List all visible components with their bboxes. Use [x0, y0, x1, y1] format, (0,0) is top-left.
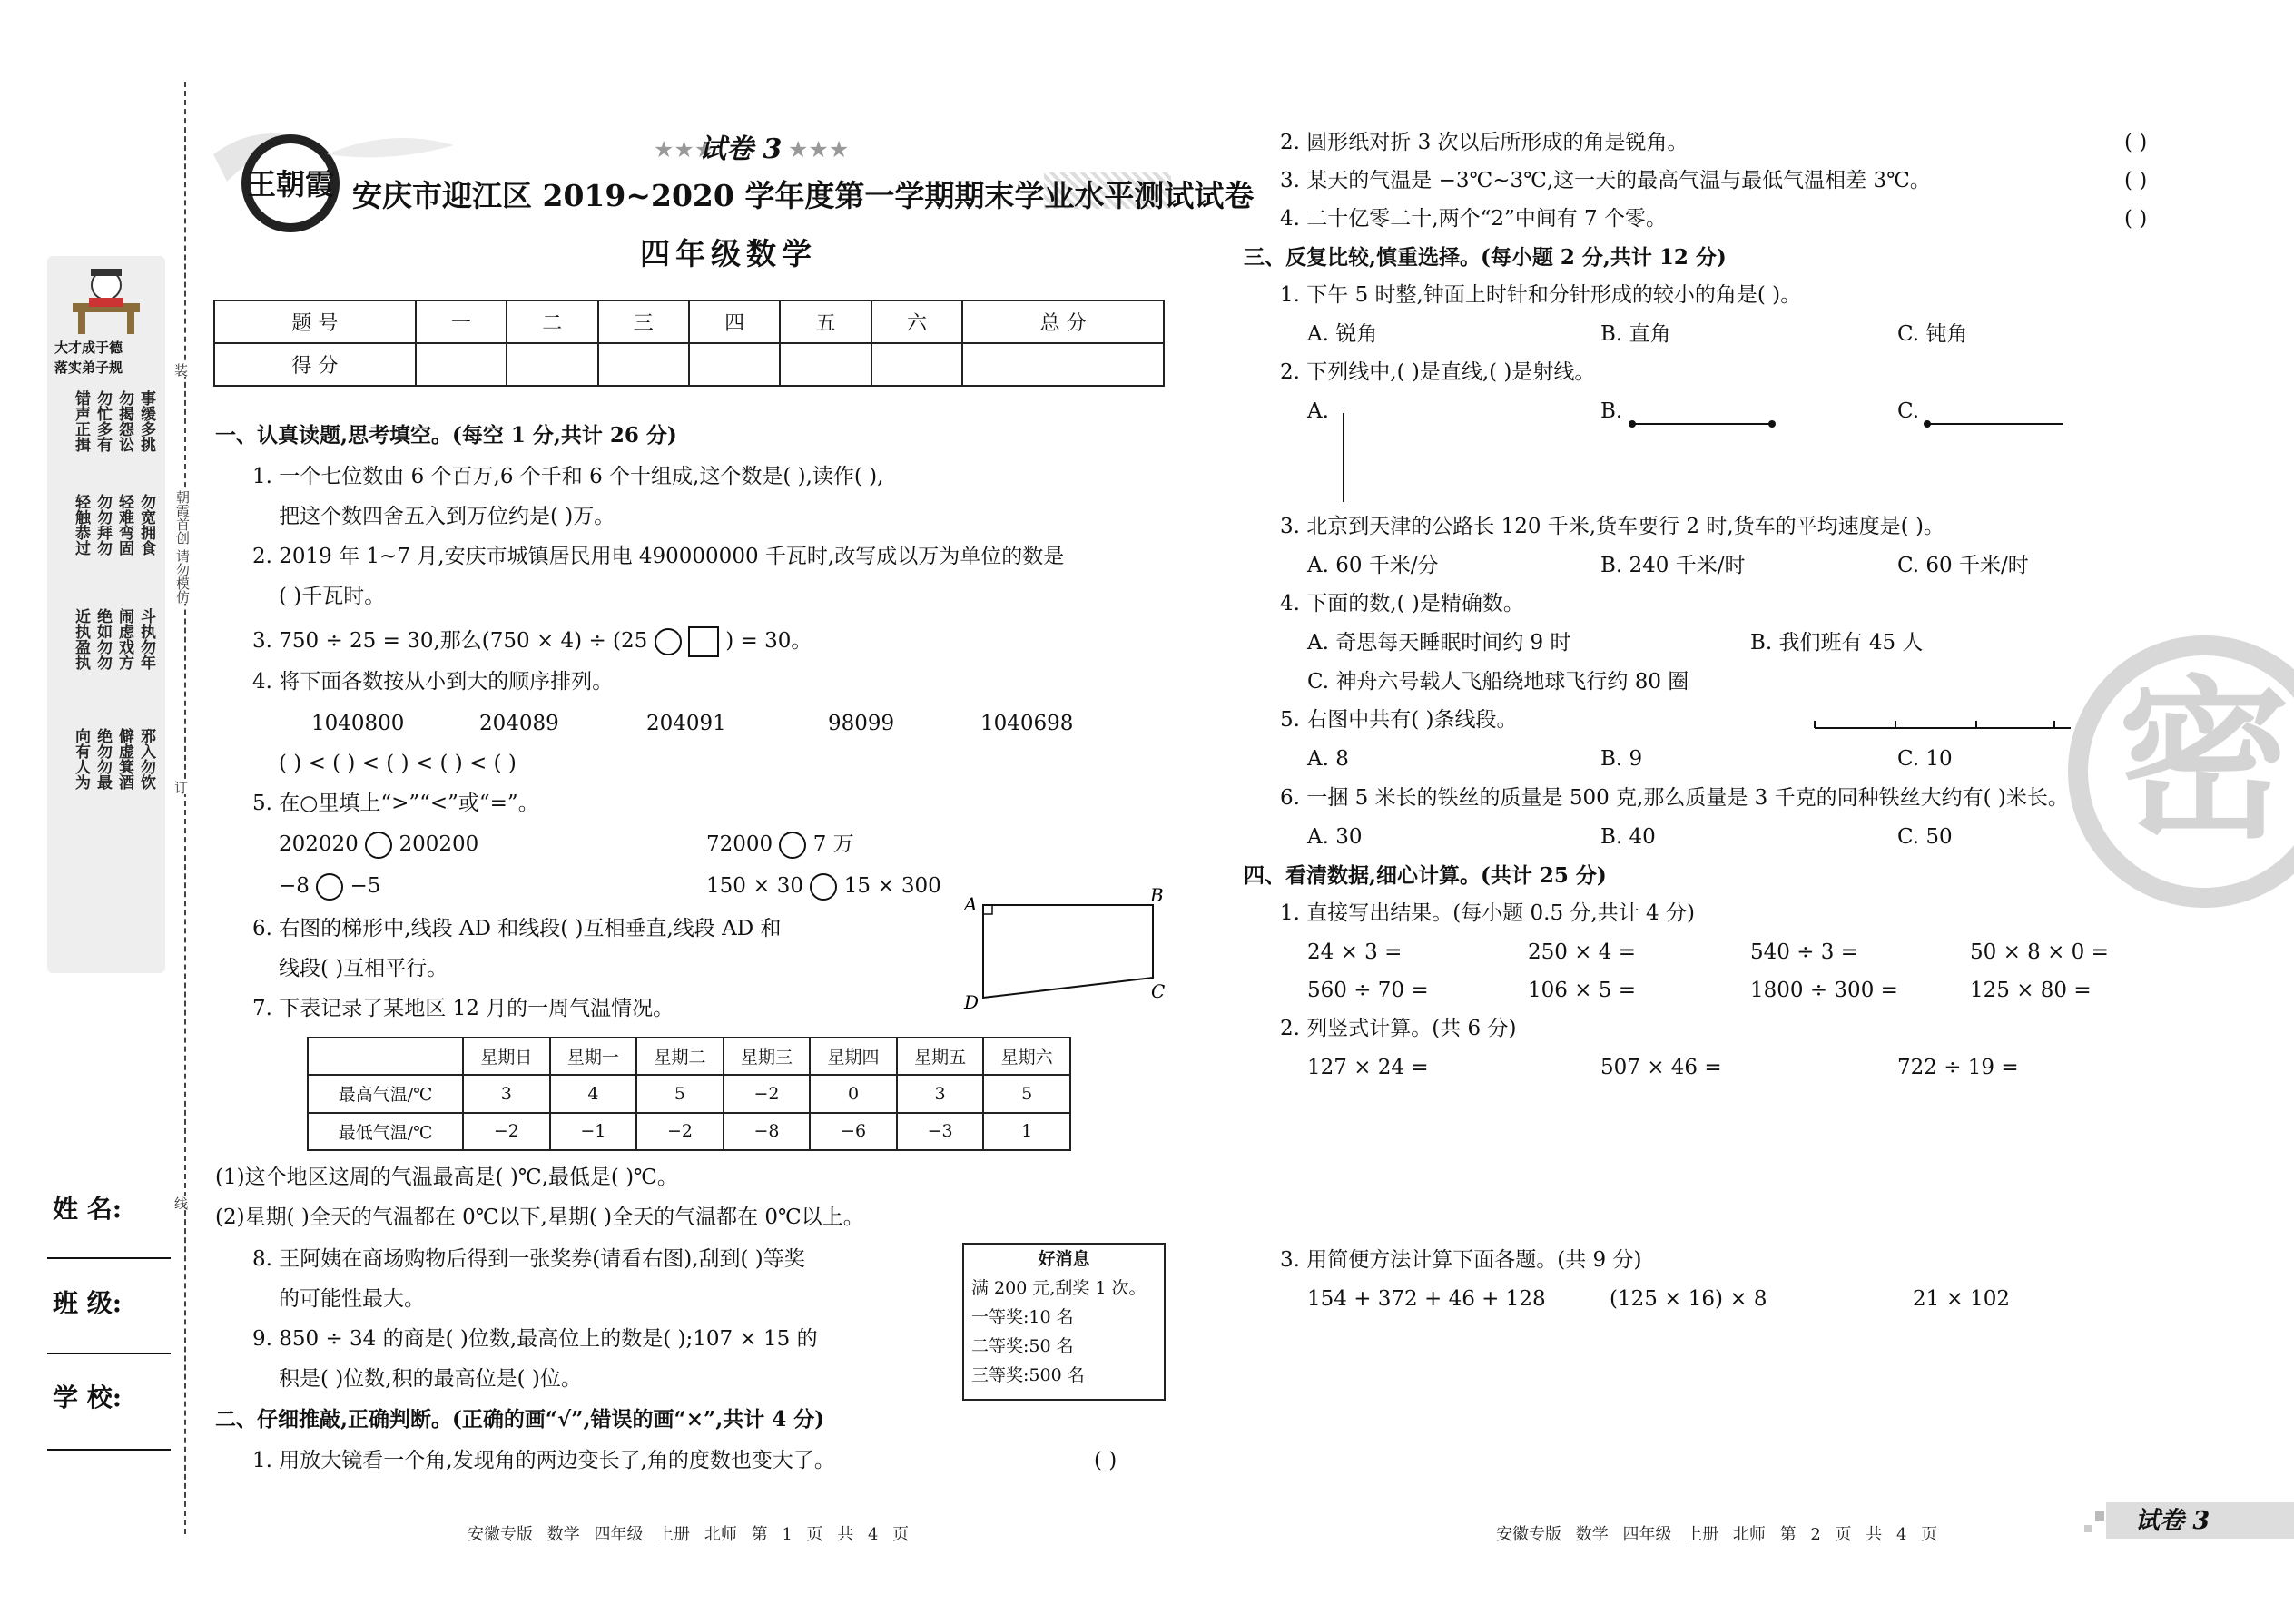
- option[interactable]: B. 直角: [1600, 322, 1671, 346]
- question-1-line-1: 1. 一个七位数由 6 个百万,6 个千和 6 个十组成,这个数是( ),读作( ),: [252, 465, 884, 488]
- temp-header: 星期日: [463, 1038, 550, 1075]
- question-1-line-2: 把这个数四舍五入到万位约是( )万。: [279, 505, 615, 528]
- option[interactable]: C. 10: [1897, 747, 1953, 771]
- score-input[interactable]: [598, 343, 689, 386]
- score-label: 得 分: [214, 343, 416, 386]
- temp-header: 星期一: [550, 1038, 637, 1075]
- answer-paren[interactable]: ( ): [1094, 1449, 1117, 1472]
- temp-cell: 3: [897, 1075, 984, 1112]
- option[interactable]: B. 40: [1600, 825, 1656, 849]
- q5-c-left: −8: [279, 874, 310, 898]
- class-field[interactable]: [47, 1353, 171, 1354]
- secret-stamp: [2068, 635, 2294, 908]
- answer-paren[interactable]: ( ): [2124, 169, 2148, 192]
- calc-item: 540 ÷ 3 =: [1750, 940, 1859, 964]
- score-input[interactable]: [689, 343, 780, 386]
- secret-stamp-text: 密: [2117, 661, 2290, 861]
- calc-item: 24 × 3 =: [1307, 940, 1403, 964]
- question-3: [252, 626, 812, 657]
- q4-number: 204091: [646, 712, 726, 735]
- subject-title: 四年级数学: [640, 236, 817, 271]
- temp-cell: −2: [724, 1075, 811, 1112]
- simplify-item: 21 × 102: [1913, 1287, 2011, 1311]
- q5-item-b: [706, 832, 854, 859]
- calc-item: 125 × 80 =: [1970, 979, 2092, 1002]
- motto-col: 勿勿拜勿: [94, 494, 112, 556]
- judge-question-2: 2. 圆形纸对折 3 次以后所形成的角是锐角。: [1280, 131, 1689, 154]
- q5-a-left: 202020: [279, 832, 359, 856]
- temp-header: 星期三: [724, 1038, 811, 1075]
- motto-col: 斗执勿年: [137, 608, 155, 670]
- q4-number: 1040698: [980, 712, 1074, 735]
- name-label: 姓 名:: [53, 1194, 123, 1224]
- option[interactable]: A. 奇思每天睡眠时间约 9 时: [1307, 631, 1571, 655]
- question-7-part-1: (1)这个地区这周的气温最高是( )℃,最低是( )℃。: [215, 1166, 678, 1189]
- series-label: 试卷 3: [699, 133, 783, 165]
- binding-tag-1: 装: [172, 363, 189, 377]
- q5-b-left: 72000: [706, 832, 773, 856]
- segment-figure-b: [1625, 413, 1779, 435]
- question-3-suffix: ) = 30。: [725, 629, 812, 653]
- option[interactable]: B.: [1600, 399, 1623, 423]
- q5-item-a: [279, 832, 478, 859]
- ribbon-decoration: [327, 127, 454, 182]
- option[interactable]: C.: [1897, 399, 1920, 423]
- answer-paren[interactable]: ( ): [2124, 207, 2148, 231]
- question-2-line-2: ( )千瓦时。: [279, 585, 386, 608]
- motto-sidebar: [47, 256, 165, 973]
- judge-question-1: 1. 用放大镜看一个角,发现角的两边变长了,角的度数也变大了。: [252, 1449, 835, 1472]
- motto-col: 勿宽拥食: [137, 494, 155, 556]
- calc-question-1: 1. 直接写出结果。(每小题 0.5 分,共计 4 分): [1280, 901, 1695, 925]
- motto-col: 向有人为: [72, 728, 90, 790]
- q4-number: 204089: [479, 712, 559, 735]
- option[interactable]: C. 60 千米/时: [1897, 554, 2029, 577]
- question-7-part-2: (2)星期( )全天的气温都在 0℃以下,星期( )全天的气温都在 0℃以上。: [215, 1206, 864, 1229]
- question-9-line-1: 9. 850 ÷ 34 的商是( )位数,最高位上的数是( );107 × 15 的: [252, 1327, 818, 1351]
- section-3-title: 三、反复比较,慎重选择。(每小题 2 分,共计 12 分): [1244, 245, 1727, 270]
- mascot-icon: [64, 263, 149, 336]
- simplify-item: (125 × 16) × 8: [1610, 1287, 1767, 1311]
- temp-cell: −3: [897, 1113, 984, 1150]
- vertex-d: D: [964, 991, 980, 1012]
- compare-circle[interactable]: [365, 832, 392, 859]
- school-label: 学 校:: [53, 1383, 123, 1412]
- temp-row-label: 最高气温/℃: [308, 1075, 463, 1112]
- motto-col: 闹虑戏方: [115, 608, 133, 670]
- calc-item: 50 × 8 × 0 =: [1970, 940, 2109, 964]
- score-input[interactable]: [416, 343, 507, 386]
- compare-circle[interactable]: [810, 873, 837, 901]
- choice-question-4: 4. 下面的数,( )是精确数。: [1280, 592, 1524, 615]
- corner-square: [2084, 1525, 2092, 1532]
- question-5: 5. 在○里填上“>”“<”或“=”。: [252, 792, 539, 815]
- score-table: [213, 300, 1165, 387]
- temp-header: 星期六: [983, 1038, 1070, 1075]
- option[interactable]: B. 240 千米/时: [1600, 554, 1746, 577]
- temp-cell: −8: [724, 1113, 811, 1150]
- motto-col: 绝如勿勿: [94, 608, 112, 670]
- compare-circle[interactable]: [316, 873, 343, 901]
- prize-coupon: [962, 1243, 1166, 1401]
- q5-a-right: 200200: [399, 832, 479, 856]
- temp-cell: 0: [810, 1075, 897, 1112]
- q5-item-d: [706, 873, 941, 901]
- motto-col: 错声正揖: [72, 390, 90, 452]
- vertex-c: C: [1151, 980, 1166, 1002]
- question-3-text: 3. 750 ÷ 25 = 30,那么(750 × 4) ÷ (25: [252, 629, 648, 653]
- calc-item: 1800 ÷ 300 =: [1750, 979, 1898, 1002]
- option[interactable]: A. 30: [1307, 825, 1363, 849]
- motto-col: 僻虚箕酒: [115, 728, 133, 790]
- option[interactable]: C. 钝角: [1897, 322, 1968, 346]
- option[interactable]: A. 锐角: [1307, 322, 1378, 346]
- school-field[interactable]: [47, 1449, 171, 1451]
- score-cell: 六: [871, 300, 962, 343]
- temp-cell: −2: [636, 1113, 724, 1150]
- temperature-table: [307, 1037, 1071, 1151]
- question-8-line-2: 的可能性最大。: [279, 1287, 425, 1311]
- vertex-b: B: [1150, 885, 1164, 906]
- trapezoid-figure: [953, 885, 1171, 1012]
- page-footer-left: 安徽专版 数学 四年级 上册 北师 第 1 页 共 4 页: [468, 1525, 910, 1544]
- temp-row-label: 最低气温/℃: [308, 1113, 463, 1150]
- judge-question-4: 4. 二十亿零二十,两个“2”中间有 7 个零。: [1280, 207, 1667, 231]
- motto-col: 勿忙多有: [94, 390, 112, 452]
- question-8-line-1: 8. 王阿姨在商场购物后得到一张奖券(请看右图),刮到( )等奖: [252, 1247, 805, 1271]
- binding-tag-2: 订: [172, 781, 189, 794]
- vertical-calc-item: 127 × 24 =: [1307, 1056, 1429, 1079]
- ray-figure-c: [1920, 413, 2065, 435]
- prize-line: 满 200 元,刮奖 1 次。: [971, 1278, 1147, 1298]
- option[interactable]: C. 神舟六号载人飞船绕地球飞行约 80 圈: [1307, 670, 1689, 694]
- choice-question-2: 2. 下列线中,( )是直线,( )是射线。: [1280, 360, 1596, 384]
- q5-b-right: 7 万: [812, 832, 854, 856]
- temp-header: 星期四: [810, 1038, 897, 1075]
- temp-cell: 1: [983, 1113, 1070, 1150]
- prize-line: 三等奖:500 名: [971, 1365, 1085, 1385]
- section-2-title: 二、仔细推敲,正确判断。(正确的画“√”,错误的画“×”,共计 4 分): [215, 1407, 825, 1432]
- question-6-line-1: 6. 右图的梯形中,线段 AD 和线段( )互相垂直,线段 AD 和: [252, 917, 782, 940]
- vertex-a: A: [964, 893, 978, 915]
- mascot-caption-1: 大才成于德: [54, 340, 123, 356]
- q5-item-c: [279, 873, 380, 901]
- choice-question-3: 3. 北京到天津的公路长 120 千米,货车要行 2 时,货车的平均速度是( )。: [1280, 515, 1944, 538]
- q5-d-left: 150 × 30: [706, 874, 804, 898]
- choice-question-6: 6. 一捆 5 米长的铁丝的质量是 500 克,那么质量是 3 千克的同种铁丝大约有( )米长。: [1280, 786, 2069, 810]
- class-label: 班 级:: [53, 1288, 123, 1318]
- score-input[interactable]: [507, 343, 597, 386]
- temp-cell: 4: [550, 1075, 637, 1112]
- option[interactable]: A. 8: [1307, 747, 1349, 771]
- option[interactable]: B. 9: [1600, 747, 1643, 771]
- q5-d-right: 15 × 300: [843, 874, 941, 898]
- temp-header: 星期二: [636, 1038, 724, 1075]
- score-input[interactable]: [871, 343, 962, 386]
- corner-series-label: 试卷 3: [2135, 1507, 2210, 1535]
- binding-tag-3: 线: [172, 1196, 189, 1210]
- calc-question-2: 2. 列竖式计算。(共 6 分): [1280, 1017, 1517, 1040]
- number-box[interactable]: [688, 626, 719, 657]
- section-4-title: 四、看清数据,细心计算。(共计 25 分): [1244, 863, 1607, 888]
- judge-question-3: 3. 某天的气温是 −3℃~3℃,这一天的最高气温与最低气温相差 3℃。: [1280, 169, 1931, 192]
- name-field[interactable]: [47, 1257, 171, 1259]
- publisher-logo: [209, 118, 345, 245]
- option[interactable]: B. 我们班有 45 人: [1750, 631, 1924, 655]
- corner-square: [2095, 1511, 2104, 1521]
- motto-col: 近执盈执: [72, 608, 90, 670]
- temp-header: [308, 1038, 463, 1075]
- q4-blanks[interactable]: ( ) < ( ) < ( ) < ( ) < ( ): [279, 752, 517, 775]
- vertical-calc-item: 507 × 46 =: [1600, 1056, 1722, 1079]
- calc-question-3: 3. 用简便方法计算下面各题。(共 9 分): [1280, 1248, 1642, 1272]
- temp-cell: −6: [810, 1113, 897, 1150]
- score-cell: 三: [598, 300, 689, 343]
- line-figure-a: [1334, 413, 1353, 504]
- prize-line: 二等奖:50 名: [971, 1336, 1074, 1356]
- score-cell: 一: [416, 300, 507, 343]
- star-decoration-left: ★★★: [654, 136, 715, 162]
- compare-circle[interactable]: [779, 832, 806, 859]
- motto-col: 事缓多挑: [137, 390, 155, 452]
- temp-cell: 5: [636, 1075, 724, 1112]
- score-cell: 总 分: [962, 300, 1164, 343]
- mascot-caption-2: 落实弟子规: [54, 359, 123, 376]
- score-input[interactable]: [780, 343, 871, 386]
- page-footer-right: 安徽专版 数学 四年级 上册 北师 第 2 页 共 4 页: [1496, 1525, 1938, 1544]
- q4-number: 1040800: [311, 712, 405, 735]
- score-cell: 题 号: [214, 300, 416, 343]
- calc-item: 250 × 4 =: [1528, 940, 1637, 964]
- question-2-line-1: 2. 2019 年 1~7 月,安庆市城镇居民用电 490000000 千瓦时,改写成以万为单位的数是: [252, 545, 1065, 568]
- prize-title: 好消息: [1038, 1249, 1090, 1269]
- score-cell: 五: [780, 300, 871, 343]
- motto-col: 轻触恭过: [72, 494, 90, 556]
- q5-c-right: −5: [350, 874, 381, 898]
- logo-text: 王朝霞: [246, 167, 335, 202]
- motto-col: 绝勿勿最: [94, 728, 112, 790]
- motto-col: 邪入勿饮: [137, 728, 155, 790]
- answer-paren[interactable]: ( ): [2124, 131, 2148, 154]
- calc-item: 106 × 5 =: [1528, 979, 1637, 1002]
- option[interactable]: A.: [1307, 399, 1329, 423]
- prize-line: 一等奖:10 名: [971, 1307, 1074, 1327]
- temp-header: 星期五: [897, 1038, 984, 1075]
- question-6-line-2: 线段( )互相平行。: [279, 957, 448, 980]
- question-7: 7. 下表记录了某地区 12 月的一周气温情况。: [252, 997, 674, 1020]
- choice-question-5: 5. 右图中共有( )条线段。: [1280, 708, 1518, 732]
- segment-count-figure: [1811, 714, 2074, 735]
- binding-line: [184, 82, 186, 1534]
- copyright-slogan: 朝霞首创 请勿模仿: [169, 490, 192, 604]
- choice-question-1: 1. 下午 5 时整,钟面上时针和分针形成的较小的角是( )。: [1280, 283, 1802, 307]
- score-cell: 四: [689, 300, 780, 343]
- question-9-line-2: 积是( )位数,积的最高位是( )位。: [279, 1367, 582, 1391]
- option[interactable]: C. 50: [1897, 825, 1953, 849]
- temp-cell: 3: [463, 1075, 550, 1112]
- option[interactable]: A. 60 千米/分: [1307, 554, 1439, 577]
- exam-title: 安庆市迎江区 2019~2020 学年度第一学期期末学业水平测试试卷: [352, 178, 1255, 213]
- motto-col: 轻难弯固: [115, 494, 133, 556]
- score-cell: 二: [507, 300, 597, 343]
- motto-col: 勿揭怨讼: [115, 390, 133, 452]
- question-4: 4. 将下面各数按从小到大的顺序排列。: [252, 670, 614, 694]
- vertical-calc-item: 722 ÷ 19 =: [1897, 1056, 2019, 1079]
- temp-cell: −1: [550, 1113, 637, 1150]
- score-input[interactable]: [962, 343, 1164, 386]
- q4-number: 98099: [828, 712, 895, 735]
- simplify-item: 154 + 372 + 46 + 128: [1307, 1287, 1546, 1311]
- star-decoration-right: ★★★: [788, 136, 850, 162]
- temp-cell: −2: [463, 1113, 550, 1150]
- operator-circle[interactable]: [655, 628, 682, 655]
- temp-cell: 5: [983, 1075, 1070, 1112]
- calc-item: 560 ÷ 70 =: [1307, 979, 1429, 1002]
- section-1-title: 一、认真读题,思考填空。(每空 1 分,共计 26 分): [215, 423, 677, 448]
